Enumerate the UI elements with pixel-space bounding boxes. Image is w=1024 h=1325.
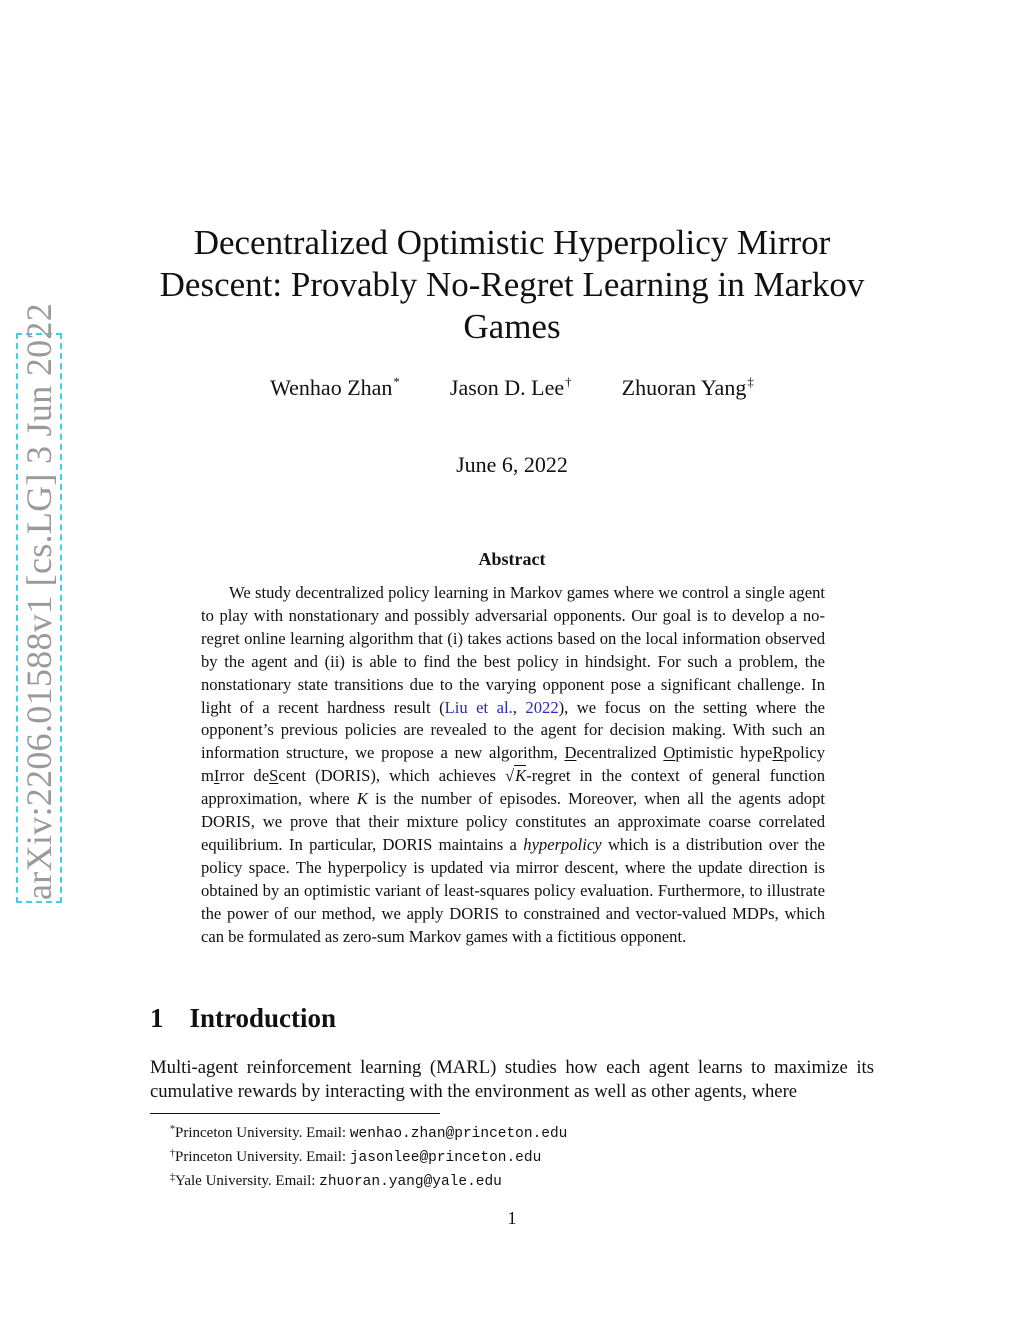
footnote: ‡Yale University. Email: zhuoran.yang@yale.edu [170, 1172, 502, 1190]
email-link[interactable]: jasonlee@princeton.edu [349, 1150, 542, 1166]
footnote: †Princeton University. Email: jasonlee@princeton.edu [170, 1148, 542, 1166]
section-title: Introduction [189, 1003, 337, 1033]
author-list [150, 374, 874, 401]
email-link[interactable]: zhuoran.yang@yale.edu [319, 1174, 502, 1190]
footnote-mark[interactable]: ‡ [747, 374, 754, 389]
abstract-paragraph: We study decentralized policy learning in Markov games where we control a single agent to play with nonstationary and possibly adversarial opponents. Our goal is to develop a no-regret online learning algorithm that (i) takes actions based on the local information observed by the agent and (ii) is able to find the best policy in hindsight. For such a problem, the nonstationary state transitions due to the varying opponent pose a significant challenge. In light of a recent hardness result (Liu et al., 2022), we focus on the setting where the opponent’s previous policies are revealed to the agent for decision making. With such an information structure, we propose a new algorithm, Decentralized Optimistic hypeRpolicy mIrror deScent (DORIS), which achieves √K-regret in the context of general function approximation, where K is the number of episodes. Moreover, when all the agents adopt DORIS, we prove that their mixture policy constitutes an approximate coarse correlated equilibrium. In particular, DORIS maintains a hyperpolicy which is a distribution over the policy space. The hyperpolicy is updated via mirror descent, where the update direction is obtained by an optimistic variant of least-squares policy evaluation. Furthermore, to illustrate the power of our method, we apply DORIS to constrained and vector-valued MDPs, which can be formulated as zero-sum Markov games with a fictitious opponent. [201, 583, 825, 946]
title-line: Decentralized Optimistic Hyperpolicy Mirror [193, 223, 831, 262]
page-number: 1 [507, 1208, 517, 1228]
abstract-body [201, 582, 825, 949]
footnote-mark[interactable]: * [393, 374, 400, 389]
footnote: *Princeton University. Email: wenhao.zhan@princeton.edu [170, 1124, 568, 1142]
email-link[interactable]: wenhao.zhan@princeton.edu [349, 1126, 568, 1142]
arxiv-stamp[interactable] [16, 302, 62, 903]
author: Zhuoran Yang‡ [621, 374, 754, 400]
footnote-divider [150, 1113, 440, 1114]
emphasis-hyperpolicy: hyperpolicy [523, 834, 602, 854]
paper-title [150, 222, 874, 348]
introduction-text [150, 1056, 874, 1104]
arxiv-identifier[interactable]: arXiv:2206.01588v1 [cs.LG] 3 Jun 2022 [19, 302, 59, 900]
title-line: Games [463, 307, 561, 346]
footnotes [170, 1120, 567, 1192]
abstract-heading: Abstract [478, 549, 546, 569]
footnote-mark[interactable]: † [565, 374, 572, 389]
sqrt-k-math: √K [505, 766, 527, 786]
section-number: 1 [150, 1003, 164, 1033]
author: Jason D. Lee† [449, 374, 572, 400]
section-heading [150, 1003, 336, 1034]
citation-link[interactable]: Liu et al., 2022 [444, 697, 559, 717]
math-k: K [356, 789, 368, 809]
publication-date: June 6, 2022 [456, 452, 568, 477]
body-paragraph: Multi-agent reinforcement learning (MARL) studies how each agent learns to maximize its cumulative rewards by interacting with the environment as well as other agents, where [150, 1057, 874, 1102]
author: Wenhao Zhan* [270, 374, 400, 400]
title-line: Descent: Provably No-Regret Learning in Markov [159, 265, 865, 304]
